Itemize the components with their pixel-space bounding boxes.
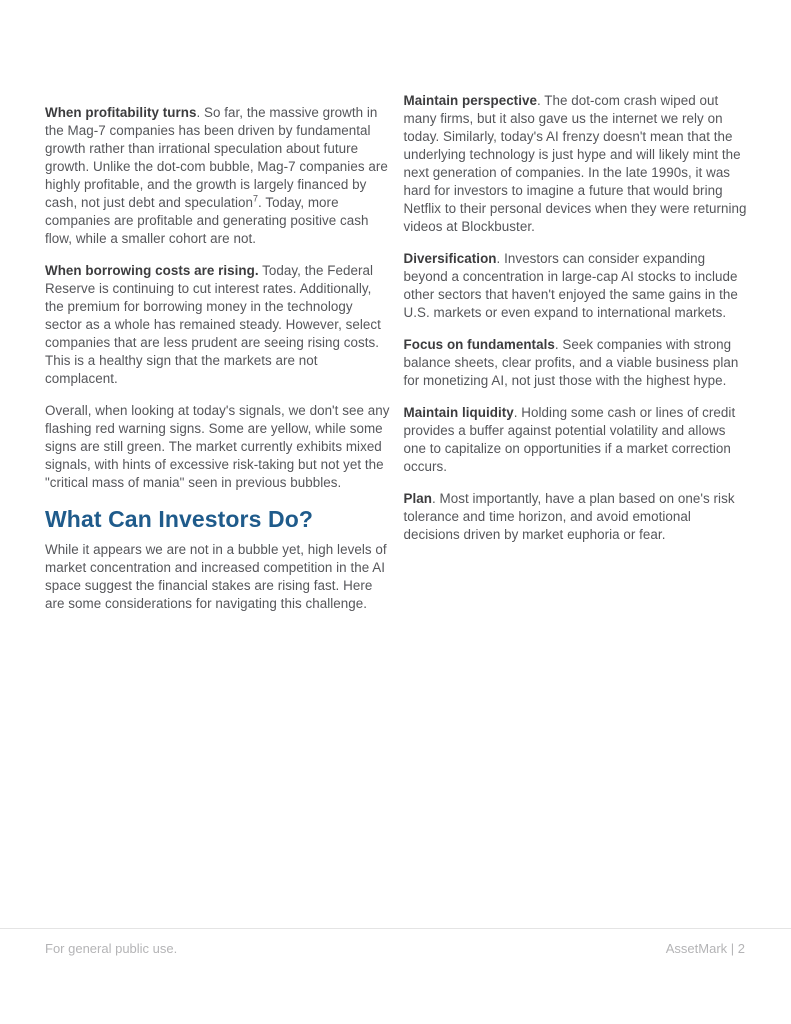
paragraph-lead: Plan [403,491,432,506]
right-column [404,0,749,627]
paragraph-lead: When borrowing costs are rising. [45,263,259,278]
paragraph-diversification [404,250,749,322]
left-column [45,0,390,627]
section-heading: What Can Investors Do? [45,506,314,532]
paragraph-text: Overall, when looking at today's signals, we don't see any flashing red warning signs. Some are yellow, while some signs are still green. The market currently exhibits mixed signals, with hints of excessive risk-taking but not yet the "critical mass of mania" seen in previous bubbles. [45,403,390,490]
paragraph-lead: Focus on fundamentals [403,337,555,352]
paragraph-text: Today, the Federal Reserve is continuing to cut interest rates. Additionally, the premium for borrowing money in the technology sector as a whole has remained steady. However, select companies that are less prudent are seeing rising costs. This is a healthy sign that the markets are not complacent. [45,263,381,386]
paragraph-text: . Today, more companies are profitable and generating positive cash flow, while a smaller cohort are not. [45,195,369,246]
footer-disclosure: For general public use. [45,941,178,956]
paragraph-text: . Investors can consider expanding beyond a concentration in large-cap AI stocks to include other sectors that haven't enjoyed the same gains in the U.S. markets or even expand to international markets. [403,251,738,320]
paragraph-maintain-liquidity [404,404,749,476]
paragraph-text: . Seek companies with strong balance sheets, clear profits, and a viable business plan for monetizing AI, not just those with the highest hype. [403,337,739,388]
paragraph-text: . Most importantly, have a plan based on one's risk tolerance and time horizon, and avoid emotional decisions driven by market euphoria or fear. [403,491,735,542]
footer-divider [0,928,791,929]
paragraph-lead: Diversification [403,251,497,266]
paragraph-focus-fundamentals [404,336,749,390]
paragraph-text: . So far, the massive growth in the Mag-7 companies has been driven by fundamental growth rather than irrational speculation about future growth. Unlike the dot-com bubble, Mag-7 companies are highly profitable, and the growth is largely financed by cash, not just debt and speculation [45,105,388,210]
paragraph-maintain-perspective [404,92,749,236]
paragraph-intro [45,541,390,613]
paragraph-lead: When profitability turns [45,105,197,120]
paragraph-plan [404,490,749,544]
paragraph-text: While it appears we are not in a bubble yet, high levels of market concentration and increased competition in the AI space suggest the financial stakes are rising fast. Here are some considerations for navigating this challenge. [45,542,387,611]
paragraph-borrowing-costs [45,262,390,388]
paragraph-lead: Maintain liquidity [403,405,514,420]
paragraph-text: . The dot-com crash wiped out many firms, but it also gave us the internet we rely on today. Similarly, today's AI frenzy doesn't mean that the underlying technology is just hype and will likely mint the next generation of companies. In the late 1990s, it was hard for investors to imagine a future that would bring Netflix to their personal devices when they were returning videos at Blockbuster. [403,93,747,234]
paragraph-lead: Maintain perspective [403,93,537,108]
footer-page-number: AssetMark | 2 [665,941,745,956]
footnote-marker: 7 [252,193,259,204]
paragraph-profitability [45,104,390,248]
paragraph-text: . Holding some cash or lines of credit provides a buffer against potential volatility and allows one to capitalize on opportunities if a market correction occurs. [403,405,736,474]
paragraph-overall-signals [45,402,390,492]
